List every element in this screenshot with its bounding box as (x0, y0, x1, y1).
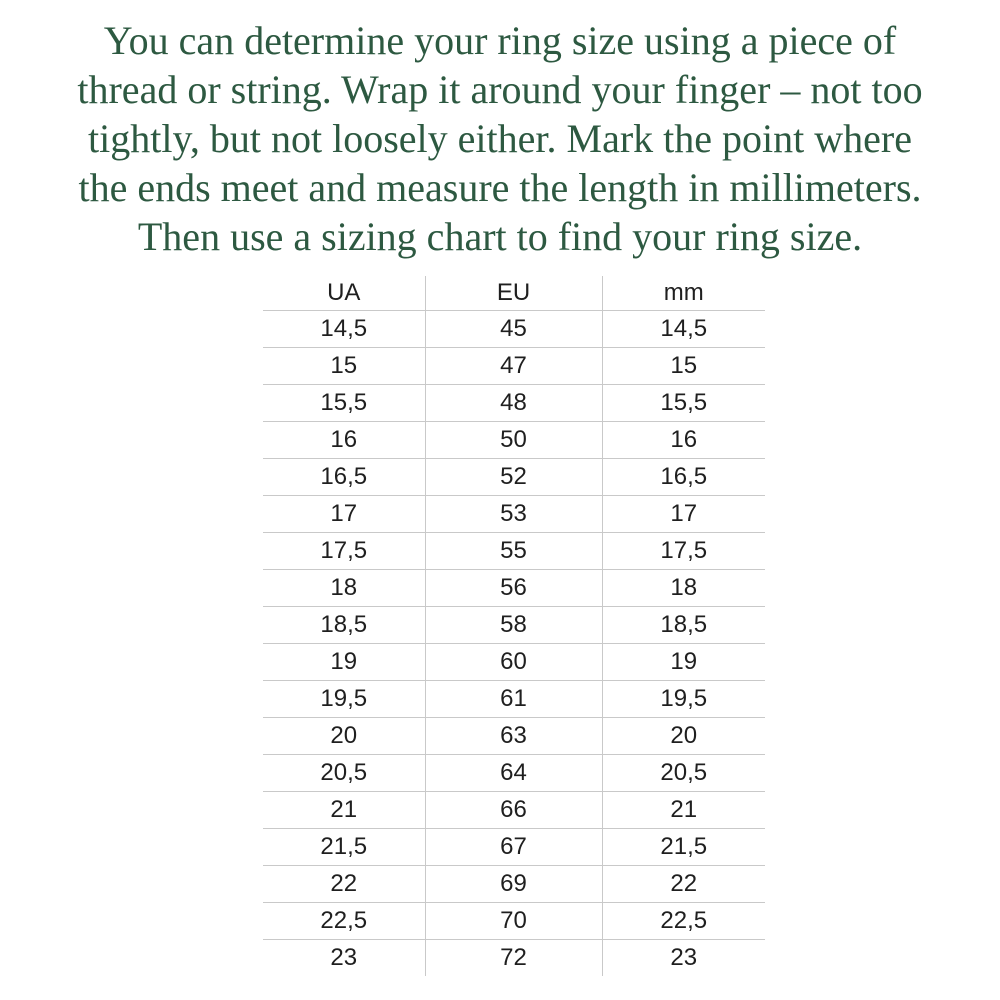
table-row (263, 459, 765, 496)
table-cell: 15 (263, 348, 425, 385)
table-row (263, 755, 765, 792)
table-row (263, 422, 765, 459)
table-cell: 20 (602, 718, 765, 755)
table-cell: 16 (602, 422, 765, 459)
table-cell: 17 (602, 496, 765, 533)
table-cell: 16 (263, 422, 425, 459)
table-row (263, 940, 765, 977)
table-row (263, 348, 765, 385)
table-row (263, 570, 765, 607)
table-row (263, 681, 765, 718)
table-header-row (263, 276, 765, 311)
ring-size-instructions (0, 0, 1000, 261)
table-cell: 15,5 (263, 385, 425, 422)
table-cell: 21,5 (602, 829, 765, 866)
table-row (263, 903, 765, 940)
table-cell: 20 (263, 718, 425, 755)
table-cell: 22 (602, 866, 765, 903)
table-row (263, 718, 765, 755)
ring-size-table (263, 276, 765, 976)
table-cell: 18,5 (263, 607, 425, 644)
table-cell: 16,5 (263, 459, 425, 496)
table-cell: 23 (330, 944, 358, 971)
table-cell: 47 (425, 348, 602, 385)
table-cell: 67 (425, 829, 602, 866)
table-cell: 21,5 (263, 829, 425, 866)
table-cell: 58 (425, 607, 602, 644)
table-cell: 19 (602, 644, 765, 681)
table-cell: 69 (425, 866, 602, 903)
table-cell: 15,5 (602, 385, 765, 422)
table-cell: 53 (425, 496, 602, 533)
instructions-line-3: tightly, but not loosely either. Mark the point where (88, 116, 912, 161)
instructions-line-2: thread or string. Wrap it around your finger – not too (77, 67, 923, 112)
column-header-mm: mm (602, 276, 765, 311)
table-cell: 16,5 (602, 459, 765, 496)
column-header-eu: EU (425, 276, 602, 311)
table-row (263, 385, 765, 422)
table-row (263, 496, 765, 533)
table-cell: 22 (263, 866, 425, 903)
table-cell: 17,5 (263, 533, 425, 570)
table-cell: 22,5 (602, 903, 765, 940)
table-cell: 60 (425, 644, 602, 681)
table-cell: 61 (425, 681, 602, 718)
table-cell: 18 (602, 570, 765, 607)
table-cell: 14,5 (263, 311, 425, 348)
table-row (263, 866, 765, 903)
table-cell: 64 (425, 755, 602, 792)
table-cell: 70 (425, 903, 602, 940)
table-cell: 50 (425, 422, 602, 459)
table-cell: 22,5 (263, 903, 425, 940)
table-cell: 66 (425, 792, 602, 829)
table-cell: 21 (602, 792, 765, 829)
table-cell: 52 (425, 459, 602, 496)
table-row (263, 644, 765, 681)
table-cell: 20,5 (263, 755, 425, 792)
table-row (263, 792, 765, 829)
instructions-line-4: the ends meet and measure the length in millimeters. (78, 165, 922, 210)
table-cell: 19,5 (263, 681, 425, 718)
table-cell: 72 (425, 940, 602, 977)
table-cell: 20,5 (602, 755, 765, 792)
table-row (263, 311, 765, 348)
table-cell: 23 (602, 940, 765, 977)
table-cell: 48 (425, 385, 602, 422)
table-cell: 19,5 (602, 681, 765, 718)
table-cell: 15 (602, 348, 765, 385)
table-cell: 17 (263, 496, 425, 533)
table-cell: 45 (425, 311, 602, 348)
table-cell: 63 (425, 718, 602, 755)
column-header-ua: UA (263, 276, 425, 311)
table-row (263, 829, 765, 866)
table-cell: 17,5 (602, 533, 765, 570)
table-cell: 55 (425, 533, 602, 570)
table-cell: 56 (425, 570, 602, 607)
table-cell: 14,5 (602, 311, 765, 348)
table-cell: 18,5 (602, 607, 765, 644)
instructions-line-1: You can determine your ring size using a piece of (103, 18, 897, 63)
table-row (263, 533, 765, 570)
table-row (263, 607, 765, 644)
table-cell: 21 (263, 792, 425, 829)
table-cell: 18 (263, 570, 425, 607)
table-cell: 19 (263, 644, 425, 681)
instructions-line-5: Then use a sizing chart to find your ring size. (137, 214, 863, 259)
